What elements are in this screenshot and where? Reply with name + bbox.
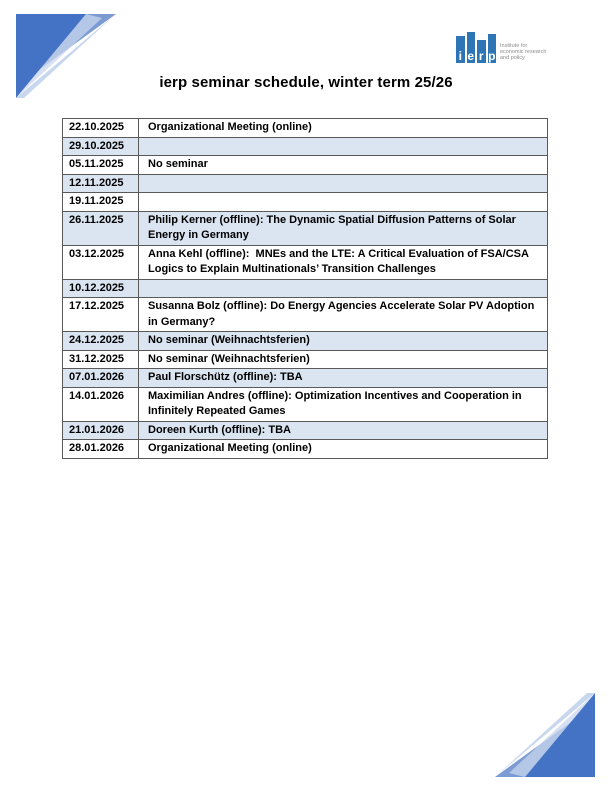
ierp-logo-bars-icon xyxy=(456,32,496,63)
seminar-date: 21.01.2026 xyxy=(63,421,139,440)
seminar-description: Organizational Meeting (online) xyxy=(139,440,548,459)
seminar-description xyxy=(139,137,548,156)
table-row xyxy=(63,440,548,459)
table-row xyxy=(63,245,548,279)
ierp-logo-bar xyxy=(477,40,486,63)
ierp-logo-letter: r xyxy=(478,49,484,63)
seminar-date: 24.12.2025 xyxy=(63,332,139,351)
ierp-logo-tagline-line: and policy xyxy=(500,55,525,61)
table-row xyxy=(63,174,548,193)
seminar-date: 05.11.2025 xyxy=(63,156,139,175)
table-row xyxy=(63,332,548,351)
ierp-logo-tagline xyxy=(500,43,546,63)
table-row xyxy=(63,193,548,212)
table-row xyxy=(63,211,548,245)
seminar-date: 12.11.2025 xyxy=(63,174,139,193)
seminar-date: 03.12.2025 xyxy=(63,245,139,279)
seminar-date: 17.12.2025 xyxy=(63,298,139,332)
ierp-logo-tagline-line: economic research xyxy=(500,49,547,55)
seminar-description xyxy=(139,279,548,298)
seminar-description xyxy=(139,193,548,212)
table-row xyxy=(63,119,548,138)
seminar-description: Doreen Kurth (offline): TBA xyxy=(139,421,548,440)
seminar-date: 19.11.2025 xyxy=(63,193,139,212)
ierp-logo-bar xyxy=(467,32,476,63)
seminar-date: 22.10.2025 xyxy=(63,119,139,138)
seminar-date: 10.12.2025 xyxy=(63,279,139,298)
ierp-logo xyxy=(456,32,546,63)
table-row xyxy=(63,369,548,388)
seminar-description xyxy=(139,174,548,193)
seminar-date: 29.10.2025 xyxy=(63,137,139,156)
ierp-logo-bar xyxy=(456,36,465,63)
seminar-description: No seminar (Weihnachtsferien) xyxy=(139,332,548,351)
seminar-description: Paul Florschütz (offline): TBA xyxy=(139,369,548,388)
seminar-date: 26.11.2025 xyxy=(63,211,139,245)
seminar-description: No seminar xyxy=(139,156,548,175)
table-row xyxy=(63,279,548,298)
page-title: ierp seminar schedule, winter term 25/26 xyxy=(159,74,453,91)
ierp-logo-letter: p xyxy=(488,49,496,63)
seminar-description: Anna Kehl (offline): MNEs and the LTE: A Critical Evaluation of FSA/CSA Logics to Explain Multinationals’ Transition Challenges xyxy=(139,245,548,279)
table-row xyxy=(63,350,548,369)
ierp-logo-letter: e xyxy=(467,49,475,63)
seminar-date: 14.01.2026 xyxy=(63,387,139,421)
corner-decoration-bottom-right xyxy=(493,691,595,777)
table-row xyxy=(63,387,548,421)
seminar-date: 31.12.2025 xyxy=(63,350,139,369)
table-row xyxy=(63,421,548,440)
seminar-schedule-body xyxy=(63,119,548,459)
table-row xyxy=(63,156,548,175)
ierp-logo-letter: i xyxy=(458,49,462,63)
ierp-logo-bar xyxy=(488,34,497,63)
seminar-date: 07.01.2026 xyxy=(63,369,139,388)
seminar-description: No seminar (Weihnachtsferien) xyxy=(139,350,548,369)
ierp-logo-tagline-line: Institute for xyxy=(500,43,528,49)
seminar-description: Philip Kerner (offline): The Dynamic Spatial Diffusion Patterns of Solar Energy in Germany xyxy=(139,211,548,245)
table-row xyxy=(63,298,548,332)
seminar-schedule-table xyxy=(62,118,548,459)
seminar-description: Susanna Bolz (offline): Do Energy Agencies Accelerate Solar PV Adoption in Germany? xyxy=(139,298,548,332)
seminar-date: 28.01.2026 xyxy=(63,440,139,459)
table-row xyxy=(63,137,548,156)
seminar-description: Maximilian Andres (offline): Optimization Incentives and Cooperation in Infinitely Repeated Games xyxy=(139,387,548,421)
seminar-description: Organizational Meeting (online) xyxy=(139,119,548,138)
